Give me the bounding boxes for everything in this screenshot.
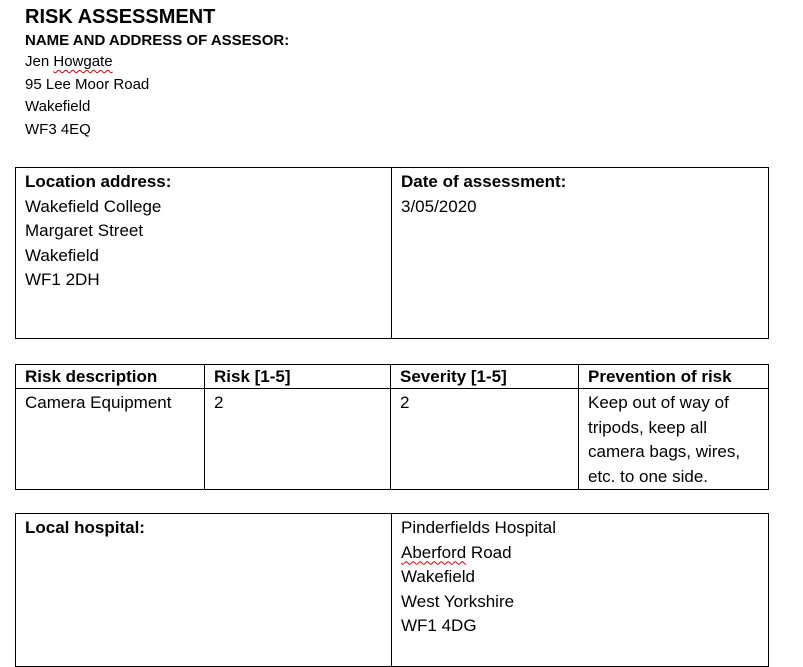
assessor-address-line-1: 95 Lee Moor Road <box>25 75 150 93</box>
assessor-address-line-2: Wakefield <box>25 98 91 115</box>
prevention-line-4: etc. to one side. <box>588 466 709 486</box>
hospital-address-line-3: WF1 4DG <box>401 616 477 635</box>
risk-rating-header[interactable]: Risk [1-5] <box>205 365 391 389</box>
location-table <box>15 167 769 339</box>
prevention-line-1: Keep out of way of <box>588 393 729 412</box>
assessment-date-cell[interactable] <box>392 168 769 339</box>
hospital-street-rest: Road <box>466 542 512 562</box>
assessment-date-label: Date of assessment: <box>401 172 567 191</box>
hospital-address-line-2: West Yorkshire <box>401 591 515 611</box>
location-address-line-1: Wakefield College <box>25 196 162 216</box>
location-address-label: Location address: <box>25 172 172 191</box>
prevention-line-3: camera bags, wires, <box>588 442 741 461</box>
hospital-street-misspelled[interactable]: Aberford <box>401 542 467 562</box>
risk-table-header-row <box>16 365 769 389</box>
assessor-heading: NAME AND ADDRESS OF ASSESOR: <box>25 32 290 49</box>
risk-description-header[interactable]: Risk description <box>16 365 205 389</box>
hospital-address-cell[interactable] <box>392 514 769 667</box>
table-row <box>16 389 769 490</box>
severity-header[interactable]: Severity [1-5] <box>391 365 579 389</box>
hospital-label: Local hospital: <box>25 518 145 537</box>
assessor-first-name: Jen <box>25 53 50 70</box>
hospital-street <box>401 541 759 566</box>
location-address-line-3: Wakefield <box>25 245 100 265</box>
location-address-cell[interactable] <box>16 168 392 339</box>
risk-description-cell[interactable]: Camera Equipment <box>16 389 205 490</box>
severity-cell[interactable]: 2 <box>391 389 579 490</box>
hospital-table <box>15 513 769 667</box>
prevention-line-2: tripods, keep all <box>588 417 708 437</box>
assessor-address-line-3: WF3 4EQ <box>25 120 91 138</box>
assessor-last-name-misspelled[interactable]: Howgate <box>53 53 113 70</box>
location-address-line-2: Margaret Street <box>25 221 144 240</box>
location-address-line-4: WF1 2DH <box>25 270 100 289</box>
page-title: RISK ASSESSMENT <box>25 6 216 28</box>
prevention-cell[interactable] <box>579 389 769 490</box>
prevention-header[interactable]: Prevention of risk <box>579 365 769 389</box>
hospital-address-line-1: Wakefield <box>401 567 476 586</box>
assessor-block <box>25 6 785 141</box>
assessment-date-value: 3/05/2020 <box>401 196 477 216</box>
assessor-name <box>25 51 785 74</box>
hospital-name: Pinderfields Hospital <box>401 518 556 537</box>
risk-rating-cell[interactable]: 2 <box>205 389 391 490</box>
hospital-label-cell[interactable] <box>16 514 392 667</box>
risk-table <box>15 364 769 490</box>
